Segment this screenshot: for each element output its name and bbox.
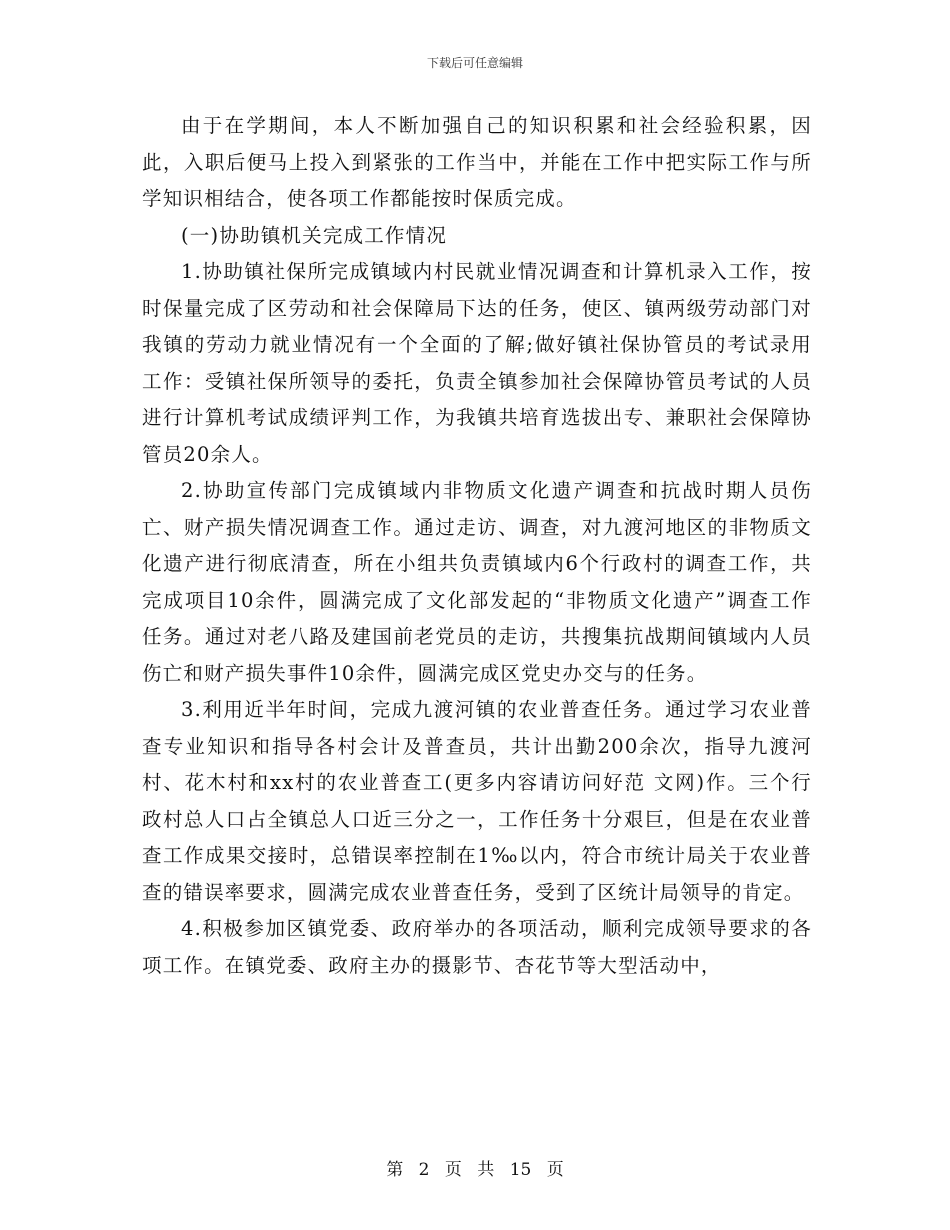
paragraph-intro: 由于在学期间，本人不断加强自己的知识积累和社会经验积累，因此，入职后便马上投入到紧张的工作当中，并能在工作中把实际工作与所学知识相结合，使各项工作都能按时保质完成。	[142, 114, 812, 210]
paragraph-item-4: 4.积极参加区镇党委、政府举办的各项活动，顺利完成领导要求的各项工作。在镇党委、政府主办的摄影节、杏花节等大型活动中，	[142, 917, 812, 977]
paragraph-item-1: 1.协助镇社保所完成镇域内村民就业情况调查和计算机录入工作，按时保量完成了区劳动和社会保障局下达的任务，使区、镇两级劳动部门对我镇的劳动力就业情况有一个全面的了解;做好镇社保协管员的考试录用工作：受镇社保所领导的委托，负责全镇参加社会保障协管员考试的人员进行计算机考试成绩评判工作，为我镇共培育选拔出专、兼职社会保障协管员20余人。	[142, 260, 812, 466]
page-header-note: 下载后可任意编辑	[426, 56, 523, 70]
page-footer	[0, 1155, 950, 1180]
current-page-number: 2	[418, 1160, 430, 1180]
total-pages-number: 15	[509, 1160, 532, 1180]
footer-prefix: 第	[386, 1160, 404, 1180]
footer-page-word: 页	[444, 1160, 462, 1180]
paragraph-item-3: 3.利用近半年时间，完成九渡河镇的农业普查任务。通过学习农业普查专业知识和指导各村会计及普查员，共计出勤200余次，指导九渡河村、花木村和xx村的农业普查工(更多内容请访问好范 文网)作。三个行政村总人口占全镇总人口近三分之一，工作任务十分艰巨，但是在农业普查工作成果交接时，总错误率控制在1‰以内，符合市统计局关于农业普查的错误率要求，圆满完成农业普查任务，受到了区统计局领导的肯定。	[142, 698, 812, 904]
document-body	[142, 108, 812, 984]
footer-total-word: 共	[477, 1160, 495, 1180]
footer-suffix: 页	[546, 1160, 564, 1180]
section-heading: (一)协助镇机关完成工作情况	[181, 223, 448, 247]
paragraph-item-2: 2.协助宣传部门完成镇域内非物质文化遗产调查和抗战时期人员伤亡、财产损失情况调查工作。通过走访、调查，对九渡河地区的非物质文化遗产进行彻底清查，所在小组共负责镇域内6个行政村的调查工作，共完成项目10余件，圆满完成了文化部发起的“非物质文化遗产”调查工作任务。通过对老八路及建国前老党员的走访，共搜集抗战期间镇域内人员伤亡和财产损失事件10余件，圆满完成区党史办交与的任务。	[142, 479, 812, 685]
